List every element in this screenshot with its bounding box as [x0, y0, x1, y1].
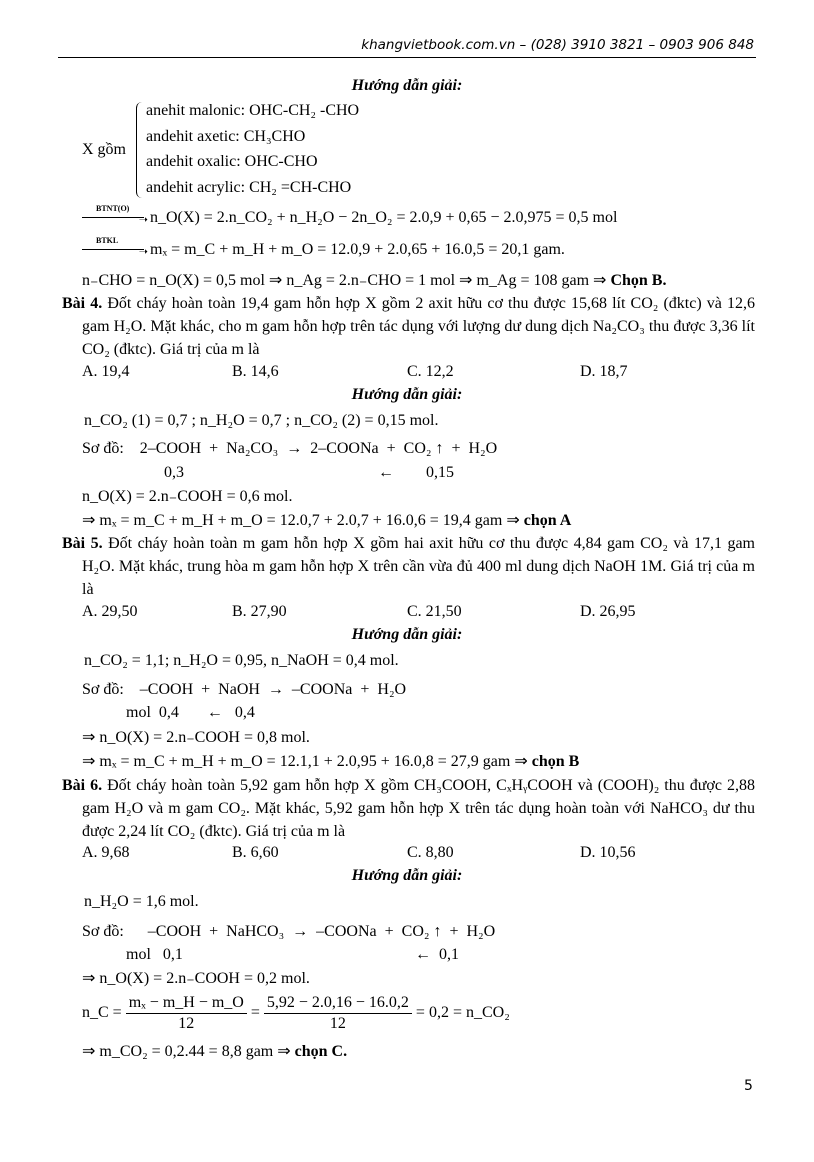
sol-line: ⇒ mₓ = m_C + m_H + m_O = 12.0,7 + 2.0,7 + 16.0,6 = 19,4 gam ⇒ chọn A [82, 512, 572, 529]
option: D. 10,56 [580, 844, 636, 861]
sol-line: mol 0,1 [126, 946, 183, 963]
btkl-line: BTKL ➝ mₓ = m_C + m_H + m_O = 12.0,9 + 2.0,65 + 16.0,5 = 20,1 gam. [82, 240, 565, 260]
sol-line: Sơ đồ: –COOH + NaHCO₃ → –COONa + CO₂ ↑ + H₂O [82, 923, 496, 940]
arrow-icon: BTNT(O) ➝ [82, 208, 148, 222]
btnt-line: BTNT(O) ➝ n_O(X) = 2.n_CO₂ + n_H₂O − 2n_O₂ = 2.0,9 + 0,65 − 2.0,975 = 0,5 mol [82, 208, 617, 228]
option: B. 27,90 [232, 603, 287, 620]
guide-title: Hướng dẫn giải: [351, 867, 463, 884]
option: A. 9,68 [82, 844, 130, 861]
x-label: X gồm [82, 141, 126, 158]
problem-6: Bài 6. Đốt cháy hoàn toàn 5,92 gam hỗn hợp X gồm CH₃COOH, CₓHᵧCOOH và (COOH)₂ thu được 2,88 gam H₂O và m gam CO₂. Mặt khác, 5,92 gam hỗn hợp X trên tác dụng hoàn toàn với NaHCO₃ dư thu được 2,24 lít CO₂ (đktc). Giá trị của m là [62, 777, 755, 840]
sol-line: ⇒ m_CO₂ = 0,2.44 = 8,8 gam ⇒ chọn C. [82, 1043, 348, 1060]
component: anehit malonic: OHC-CH₂ -CHO [146, 102, 360, 119]
guide-title: Hướng dẫn giải: [351, 77, 463, 94]
option: D. 18,7 [580, 363, 628, 380]
page-header: khangvietbook.com.vn – (028) 3910 3821 – 0903 906 848 [361, 37, 754, 53]
arrow-icon: BTKL ➝ [82, 240, 148, 254]
sol-line: Sơ đồ: 2–COOH + Na₂CO₃ → 2–COONa + CO₂ ↑ + H₂O [82, 440, 498, 457]
sol-line: ← 0,15 [378, 464, 454, 481]
sol-line: 0,3 [164, 464, 184, 481]
sol-line: ⇒ n_O(X) = 2.n₋COOH = 0,8 mol. [82, 729, 310, 746]
nc-equation: n_C = $\frac{\text{mₓ − m\_H − m\_O}}{12}$ = $\frac{5,92 - 2.0,16 - 16.0,2}{12}$ = 0,2 = n_CO₂ [82, 994, 510, 1032]
option: A. 29,50 [82, 603, 138, 620]
sol-line: n_CO₂ = 1,1; n_H₂O = 0,95, n_NaOH = 0,4 mol. [84, 652, 399, 669]
option: A. 19,4 [82, 363, 130, 380]
guide-title: Hướng dẫn giải: [351, 386, 463, 403]
header-rule [58, 57, 756, 58]
option: B. 6,60 [232, 844, 279, 861]
problem-4: Bài 4. Đốt cháy hoàn toàn 19,4 gam hỗn hợp X gồm 2 axit hữu cơ thu được 15,68 lít CO₂ (đktc) và 12,6 gam H₂O. Mặt khác, cho m gam hỗn hợp trên tác dụng với lượng dư dung dịch Na₂CO₃ thu được 3,36 lít CO₂ (đktc). Giá trị của m là [62, 295, 755, 358]
sol-line: n_O(X) = 2.n₋COOH = 0,6 mol. [82, 488, 293, 505]
option: C. 12,2 [407, 363, 454, 380]
component: andehit oxalic: OHC-CHO [146, 153, 318, 170]
component: andehit axetic: CH₃CHO [146, 128, 306, 145]
final-line: n₋CHO = n_O(X) = 0,5 mol ⇒ n_Ag = 2.n₋CHO = 1 mol ⇒ m_Ag = 108 gam ⇒ Chọn B. [82, 272, 667, 289]
option: B. 14,6 [232, 363, 279, 380]
option: C. 8,80 [407, 844, 454, 861]
component: andehit acrylic: CH₂ =CH-CHO [146, 179, 352, 196]
problem-5: Bài 5. Đốt cháy hoàn toàn m gam hỗn hợp X gồm hai axit hữu cơ thu được 4,84 gam CO₂ và 17,1 gam H₂O. Mặt khác, trung hòa m gam hỗn hợp X trên cần vừa đủ 400 ml dung dịch NaOH 1M. Giá trị của m là [62, 535, 755, 598]
sol-line: n_H₂O = 1,6 mol. [84, 893, 199, 910]
sol-line: ⇒ mₓ = m_C + m_H + m_O = 12.1,1 + 2.0,95 + 16.0,8 = 27,9 gam ⇒ chọn B [82, 753, 580, 770]
sol-line: Sơ đồ: –COOH + NaOH → –COONa + H₂O [82, 681, 407, 698]
brace [136, 102, 145, 198]
option: D. 26,95 [580, 603, 636, 620]
sol-line: mol 0,4 ← 0,4 [126, 704, 255, 721]
sol-line: ⇒ n_O(X) = 2.n₋COOH = 0,2 mol. [82, 970, 310, 987]
guide-title: Hướng dẫn giải: [351, 626, 463, 643]
page-number: 5 [744, 1078, 753, 1094]
sol-line: n_CO₂ (1) = 0,7 ; n_H₂O = 0,7 ; n_CO₂ (2) = 0,15 mol. [84, 412, 439, 429]
option: C. 21,50 [407, 603, 462, 620]
sol-line: ← 0,1 [415, 946, 459, 963]
